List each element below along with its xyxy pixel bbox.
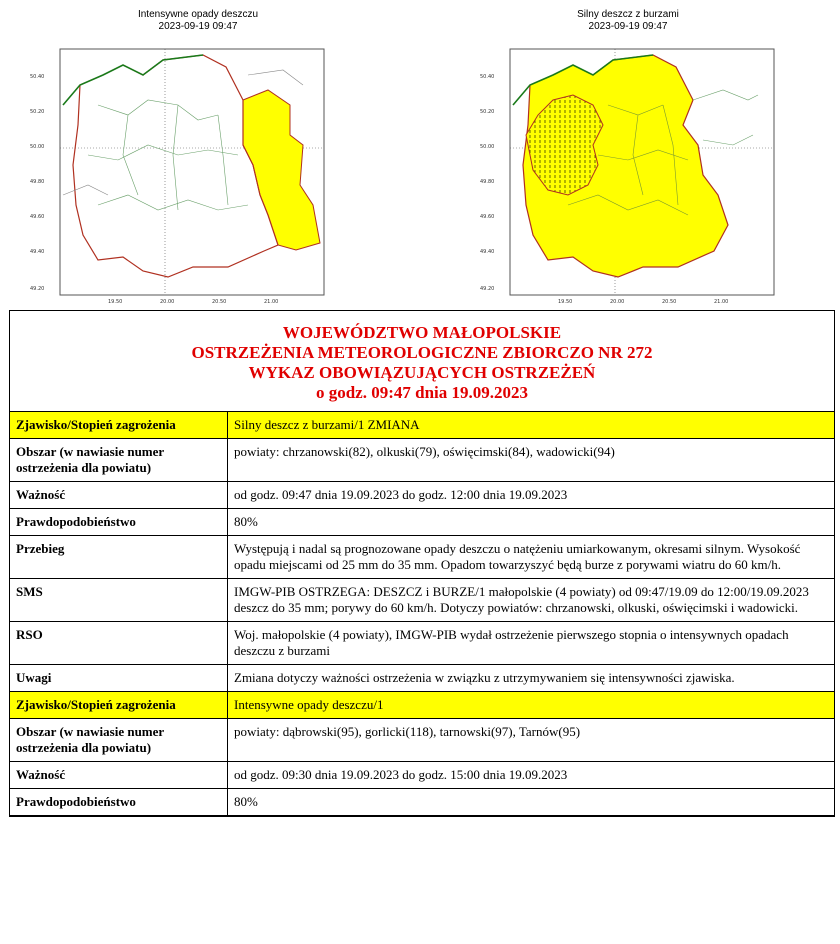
probability-value: 80% xyxy=(228,789,835,816)
phenomenon-value: Silny deszcz z burzami/1 ZMIANA xyxy=(228,412,835,439)
row-label: Zjawisko/Stopień zagrożenia xyxy=(10,692,228,719)
table-row xyxy=(10,482,834,509)
area-value: powiaty: chrzanowski(82), olkuski(79), oświęcimski(84), wadowicki(94) xyxy=(228,439,835,482)
row-label: SMS xyxy=(10,579,228,622)
lat-tick: 49.60 xyxy=(480,214,495,220)
area-value: powiaty: dąbrowski(95), gorlicki(118), tarnowski(97), Tarnów(95) xyxy=(228,719,835,762)
lat-tick: 50.20 xyxy=(30,109,45,115)
row-label: RSO xyxy=(10,622,228,665)
table-row xyxy=(10,412,834,439)
table-row xyxy=(10,439,834,482)
row-label: Prawdopodobieństwo xyxy=(10,509,228,536)
map-rain-storms xyxy=(480,0,768,310)
map-date: 2023-09-19 09:47 xyxy=(588,21,668,32)
map-image xyxy=(478,45,778,307)
lat-tick: 49.20 xyxy=(480,286,495,292)
lat-tick: 49.20 xyxy=(30,286,45,292)
lat-tick: 49.40 xyxy=(30,249,45,255)
lat-tick: 49.80 xyxy=(480,179,495,185)
lat-tick: 49.40 xyxy=(480,249,495,255)
warnings-document xyxy=(9,310,835,817)
maps-section xyxy=(0,0,840,310)
lon-tick: 19.50 xyxy=(108,299,123,305)
table-row xyxy=(10,509,834,536)
row-label: Ważność xyxy=(10,762,228,789)
lon-tick: 20.50 xyxy=(212,299,227,305)
lon-tick: 20.00 xyxy=(160,299,175,305)
table-row xyxy=(10,622,834,665)
row-label: Obszar (w nawiasie numer ostrzeżenia dla powiatu) xyxy=(10,719,228,762)
map-intense-rain xyxy=(30,0,338,310)
map-date: 2023-09-19 09:47 xyxy=(158,21,238,32)
lat-tick: 49.60 xyxy=(30,214,45,220)
lon-tick: 20.50 xyxy=(662,299,677,305)
sms-value: IMGW-PIB OSTRZEGA: DESZCZ i BURZE/1 małopolskie (4 powiaty) od 09:47/19.09 do 12:00/19.09.2023 deszcz do 35 mm; porywy do 60 km/h. Dotyczy powiatów: chrzanowski, olkuski, oświęcimski i wadowicki. xyxy=(228,579,835,622)
row-label: Prawdopodobieństwo xyxy=(10,789,228,816)
row-label: Ważność xyxy=(10,482,228,509)
lat-tick: 50.40 xyxy=(480,74,495,80)
map-title xyxy=(488,9,768,33)
header-issue-time: o godz. 09:47 dnia 19.09.2023 xyxy=(315,383,529,402)
phenomenon-value: Intensywne opady deszczu/1 xyxy=(228,692,835,719)
lon-tick: 20.00 xyxy=(610,299,625,305)
table-row xyxy=(10,789,834,816)
table-row xyxy=(10,719,834,762)
lat-tick: 50.00 xyxy=(30,144,45,150)
table-row xyxy=(10,762,834,789)
validity-value: od godz. 09:30 dnia 19.09.2023 do godz. 15:00 dnia 19.09.2023 xyxy=(228,762,835,789)
table-row xyxy=(10,579,834,622)
header-list-title: WYKAZ OBOWIĄZUJĄCYCH OSTRZEŻEŃ xyxy=(248,363,596,382)
map-title-text: Silny deszcz z burzami xyxy=(577,9,679,20)
document-header xyxy=(10,311,834,412)
lon-tick: 19.50 xyxy=(558,299,573,305)
lat-tick: 50.20 xyxy=(480,109,495,115)
row-label: Zjawisko/Stopień zagrożenia xyxy=(10,412,228,439)
lon-tick: 21.00 xyxy=(714,299,729,305)
row-label: Uwagi xyxy=(10,665,228,692)
lat-tick: 50.40 xyxy=(30,74,45,80)
header-bulletin-number: OSTRZEŻENIA METEOROLOGICZNE ZBIORCZO NR 272 xyxy=(191,343,653,362)
lat-tick: 49.80 xyxy=(30,179,45,185)
map-title-text: Intensywne opady deszczu xyxy=(137,9,259,20)
row-label: Przebieg xyxy=(10,536,228,579)
table-row xyxy=(10,665,834,692)
course-value: Występują i nadal są prognozowane opady deszczu o natężeniu umiarkowanym, okresami silnym. Wysokość opadu miejscami od 25 mm do 35 mm. Opadom towarzyszyć będą burze z porywami wiatru do 60 km/h. xyxy=(228,536,835,579)
table-row xyxy=(10,692,834,719)
table-row xyxy=(10,536,834,579)
lat-tick: 50.00 xyxy=(480,144,495,150)
probability-value: 80% xyxy=(228,509,835,536)
validity-value: od godz. 09:47 dnia 19.09.2023 do godz. 12:00 dnia 19.09.2023 xyxy=(228,482,835,509)
map-title xyxy=(58,9,338,33)
header-region: WOJEWÓDZTWO MAŁOPOLSKIE xyxy=(282,323,562,342)
rso-value: Woj. małopolskie (4 powiaty), IMGW-PIB wydał ostrzeżenie pierwszego stopnia o intensywnych opadach deszczu z burzami xyxy=(228,622,835,665)
warnings-table xyxy=(10,412,834,816)
map-image xyxy=(28,45,328,307)
row-label: Obszar (w nawiasie numer ostrzeżenia dla powiatu) xyxy=(10,439,228,482)
lon-tick: 21.00 xyxy=(264,299,279,305)
notes-value: Zmiana dotyczy ważności ostrzeżenia w związku z utrzymywaniem się intensywności zjawiska. xyxy=(228,665,835,692)
